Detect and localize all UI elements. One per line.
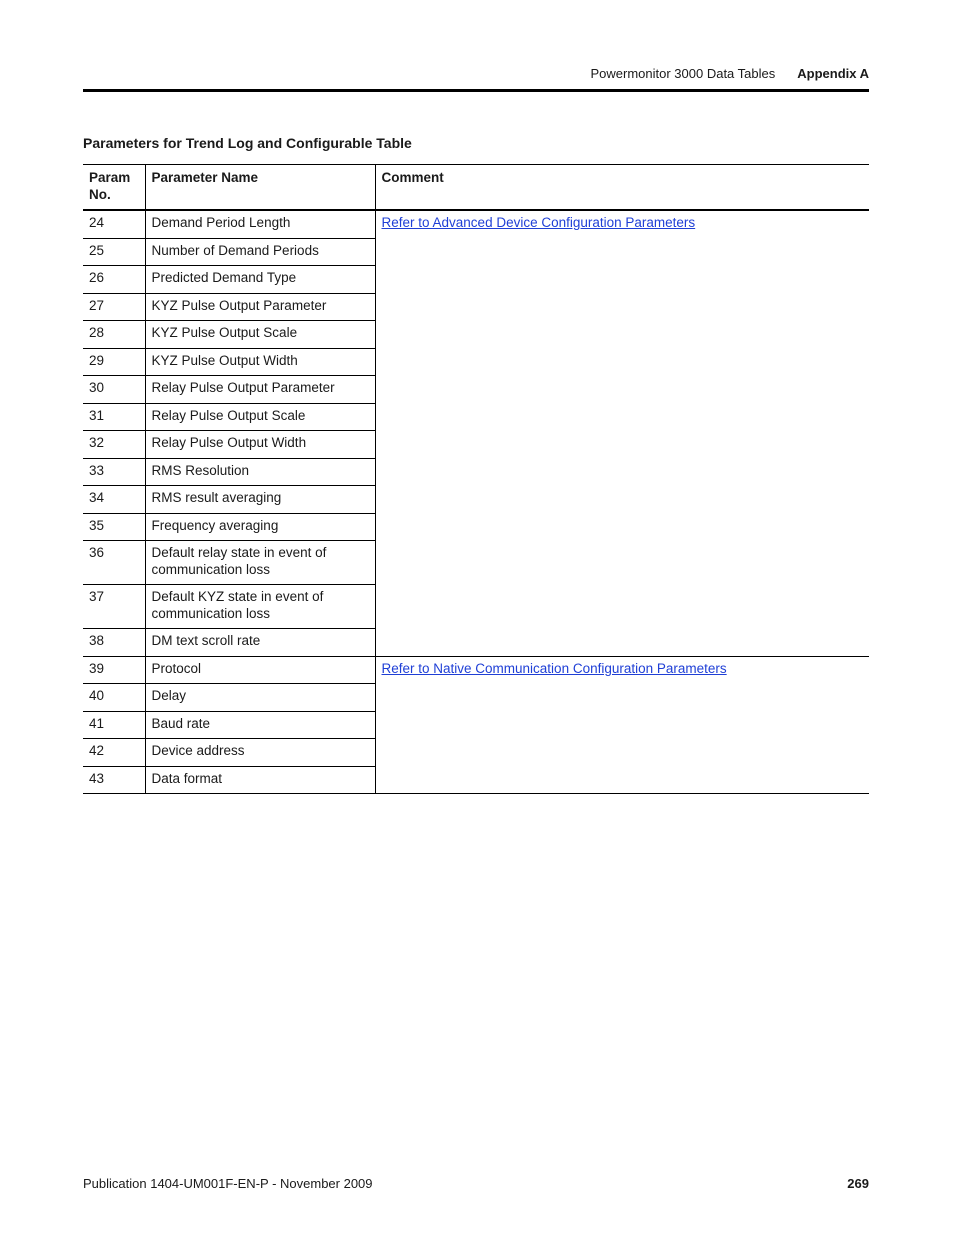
param-no-cell: 31 bbox=[83, 403, 145, 431]
param-no-cell: 38 bbox=[83, 629, 145, 657]
param-name-cell: Protocol bbox=[145, 656, 375, 684]
param-no-cell: 35 bbox=[83, 513, 145, 541]
comment-cell bbox=[375, 656, 869, 794]
param-name-cell: Relay Pulse Output Scale bbox=[145, 403, 375, 431]
comment-cell bbox=[375, 210, 869, 656]
column-header-param-no: Param No. bbox=[83, 165, 145, 211]
param-no-cell: 39 bbox=[83, 656, 145, 684]
param-no-cell: 29 bbox=[83, 348, 145, 376]
param-no-cell: 32 bbox=[83, 431, 145, 459]
column-header-parameter-name: Parameter Name bbox=[145, 165, 375, 211]
param-name-cell: KYZ Pulse Output Width bbox=[145, 348, 375, 376]
table-row bbox=[83, 210, 869, 238]
native-communication-config-link[interactable]: Refer to Native Communication Configuration Parameters bbox=[381, 660, 727, 676]
param-name-cell: Baud rate bbox=[145, 711, 375, 739]
advanced-device-config-link[interactable]: Refer to Advanced Device Configuration Parameters bbox=[381, 215, 696, 230]
table-title: Parameters for Trend Log and Configurable Table bbox=[83, 135, 412, 151]
parameters-table bbox=[83, 164, 869, 794]
param-no-cell: 34 bbox=[83, 486, 145, 514]
footer-publication: Publication 1404-UM001F-EN-P - November 2009 bbox=[83, 1176, 373, 1191]
param-name-cell: Predicted Demand Type bbox=[145, 266, 375, 294]
page-header bbox=[590, 66, 869, 81]
param-no-cell: 40 bbox=[83, 684, 145, 712]
param-name-cell: KYZ Pulse Output Parameter bbox=[145, 293, 375, 321]
column-header-comment: Comment bbox=[375, 165, 869, 211]
param-name-cell: KYZ Pulse Output Scale bbox=[145, 321, 375, 349]
param-no-cell: 41 bbox=[83, 711, 145, 739]
header-rule bbox=[83, 89, 869, 92]
param-no-cell: 24 bbox=[83, 210, 145, 238]
param-name-cell: Default KYZ state in event of communication loss bbox=[145, 585, 375, 629]
table-row bbox=[83, 656, 869, 684]
param-name-cell: RMS Resolution bbox=[145, 458, 375, 486]
param-no-cell: 37 bbox=[83, 585, 145, 629]
param-name-cell: DM text scroll rate bbox=[145, 629, 375, 657]
param-name-cell: Relay Pulse Output Width bbox=[145, 431, 375, 459]
footer-page-number: 269 bbox=[847, 1176, 869, 1191]
param-no-cell: 36 bbox=[83, 541, 145, 585]
param-name-cell: Demand Period Length bbox=[145, 210, 375, 238]
param-no-cell: 43 bbox=[83, 766, 145, 794]
table-header-row bbox=[83, 165, 869, 211]
header-section-title: Powermonitor 3000 Data Tables bbox=[590, 66, 776, 81]
param-no-cell: 42 bbox=[83, 739, 145, 767]
param-name-cell: Delay bbox=[145, 684, 375, 712]
param-no-cell: 28 bbox=[83, 321, 145, 349]
param-name-cell: Relay Pulse Output Parameter bbox=[145, 376, 375, 404]
param-no-cell: 30 bbox=[83, 376, 145, 404]
param-name-cell: RMS result averaging bbox=[145, 486, 375, 514]
param-name-cell: Default relay state in event of communication loss bbox=[145, 541, 375, 585]
param-no-cell: 27 bbox=[83, 293, 145, 321]
param-name-cell: Device address bbox=[145, 739, 375, 767]
header-appendix-label: Appendix A bbox=[797, 66, 869, 81]
param-name-cell: Data format bbox=[145, 766, 375, 794]
param-no-cell: 33 bbox=[83, 458, 145, 486]
param-no-cell: 25 bbox=[83, 238, 145, 266]
param-name-cell: Frequency averaging bbox=[145, 513, 375, 541]
param-no-cell: 26 bbox=[83, 266, 145, 294]
param-name-cell: Number of Demand Periods bbox=[145, 238, 375, 266]
